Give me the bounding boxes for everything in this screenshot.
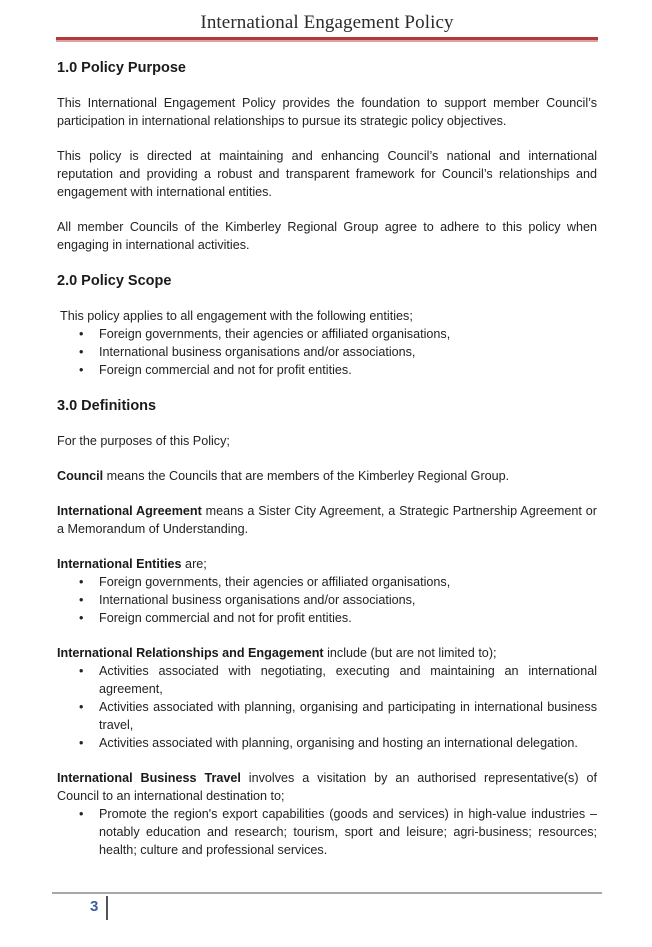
list-item: • Foreign commercial and not for profit entities.	[57, 361, 597, 379]
list-item: • Activities associated with negotiating, executing and maintaining an international agreement,	[57, 662, 597, 698]
entities-list	[57, 573, 597, 627]
definition-council	[57, 467, 597, 485]
definitions-intro: For the purposes of this Policy;	[57, 434, 230, 448]
section-heading-policy-scope: 2.0 Policy Scope	[57, 273, 172, 289]
page-number-separator	[106, 896, 108, 920]
definition-term: International Entities	[57, 557, 182, 571]
page-header-title: International Engagement Policy	[200, 12, 454, 33]
footer-divider	[52, 892, 602, 894]
definition-text: include (but are not limited to);	[323, 646, 497, 660]
list-item: • International business organisations and/or associations,	[57, 343, 597, 361]
document-body	[57, 58, 597, 876]
definition-term: International Relationships and Engagement	[57, 646, 324, 660]
scope-intro: This policy applies to all engagement with the following entities;	[60, 309, 413, 323]
purpose-paragraph: This International Engagement Policy provides the foundation to support member Council’s participation in international relationships to pursue its strategic policy objectives.	[57, 96, 597, 128]
list-item: • Foreign commercial and not for profit entities.	[57, 609, 597, 627]
travel-list	[57, 805, 597, 859]
list-item: • Foreign governments, their agencies or affiliated organisations,	[57, 325, 597, 343]
definition-relationships-engagement	[57, 644, 597, 662]
definition-international-agreement	[57, 502, 597, 538]
definition-term: International Business Travel	[57, 771, 241, 785]
list-item: • Promote the region's export capabilities (goods and services) in high-value industries – notably education and research; tourism, sport and leisure; agri-business; resources; health; culture and professional services.	[57, 805, 597, 859]
page-number: 3	[90, 898, 99, 915]
list-item: • Activities associated with planning, organising and hosting an international delegation.	[57, 734, 597, 752]
list-item: • Activities associated with planning, organising and participating in international business travel,	[57, 698, 597, 734]
list-item: • International business organisations and/or associations,	[57, 591, 597, 609]
definition-term: International Agreement	[57, 504, 202, 518]
definition-international-entities	[57, 555, 597, 573]
definition-text: are;	[181, 557, 207, 571]
list-item: • Foreign governments, their agencies or affiliated organisations,	[57, 573, 597, 591]
relationships-list	[57, 662, 597, 752]
definition-business-travel	[57, 769, 597, 805]
definition-text: means a Sister City Agreement, a Strategic Partnership Agreement or a Memorandum of Understanding.	[57, 504, 597, 536]
section-heading-policy-purpose: 1.0 Policy Purpose	[57, 60, 186, 76]
purpose-paragraph: This policy is directed at maintaining and enhancing Council’s national and international reputation and providing a robust and transparent framework for Council’s relationships and engagement with international entities.	[57, 149, 597, 199]
purpose-paragraph: All member Councils of the Kimberley Regional Group agree to adhere to this policy when engaging in international activities.	[57, 220, 597, 252]
scope-entity-list	[57, 325, 597, 379]
definition-term: Council	[57, 469, 104, 483]
section-heading-definitions: 3.0 Definitions	[57, 398, 157, 414]
definition-text: means the Councils that are members of the Kimberley Regional Group.	[103, 469, 510, 483]
header-divider-shadow	[56, 40, 598, 42]
definition-text: involves a visitation by an authorised representative(s) of Council to an international destination to;	[57, 771, 597, 803]
